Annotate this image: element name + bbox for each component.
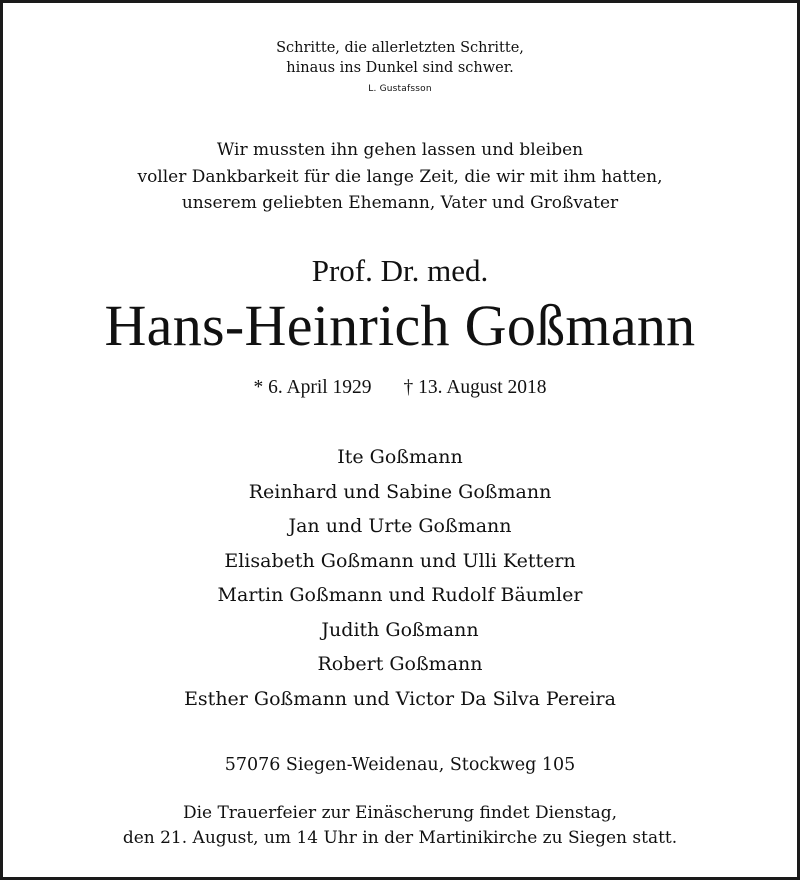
- family-member: Elisabeth Goßmann und Ulli Kettern: [224, 549, 576, 572]
- intro-line: Wir mussten ihn gehen lassen und bleiben: [216, 140, 584, 160]
- life-dates: [3, 375, 797, 401]
- epigraph-line: hinaus ins Dunkel sind schwer.: [286, 60, 514, 76]
- family-member: Esther Goßmann und Victor Da Silva Pereira: [184, 687, 616, 710]
- family-member: Judith Goßmann: [321, 618, 479, 641]
- family-list: [3, 440, 797, 716]
- family-member: Ite Goßmann: [337, 446, 463, 468]
- birth-date: * 6. April 1929: [253, 377, 372, 398]
- family-member: Jan und Urte Goßmann: [288, 515, 512, 537]
- epigraph-poem: [3, 38, 797, 78]
- deceased-name: Hans-Heinrich Goßmann: [104, 293, 696, 358]
- epigraph-author: L. Gustafsson: [368, 84, 432, 94]
- ceremony-info: [3, 801, 797, 851]
- address: 57076 Siegen-Weidenau, Stockweg 105: [224, 755, 576, 775]
- intro-line: voller Dankbarkeit für die lange Zeit, die wir mit ihm hatten,: [137, 166, 663, 187]
- epigraph-line: Schritte, die allerletzten Schritte,: [276, 40, 524, 56]
- intro-line: unserem geliebten Ehemann, Vater und Großvater: [181, 193, 619, 213]
- family-member: Reinhard und Sabine Goßmann: [248, 480, 552, 503]
- death-date: † 13. August 2018: [403, 377, 547, 398]
- intro-text: [3, 137, 797, 217]
- academic-title: Prof. Dr. med.: [311, 253, 489, 288]
- ceremony-line: den 21. August, um 14 Uhr in der Martinikirche zu Siegen statt.: [122, 828, 678, 848]
- family-member: Robert Goßmann: [317, 653, 483, 675]
- ceremony-line: Die Trauerfeier zur Einäscherung findet Dienstag,: [182, 803, 618, 823]
- family-member: Martin Goßmann und Rudolf Bäumler: [217, 584, 583, 606]
